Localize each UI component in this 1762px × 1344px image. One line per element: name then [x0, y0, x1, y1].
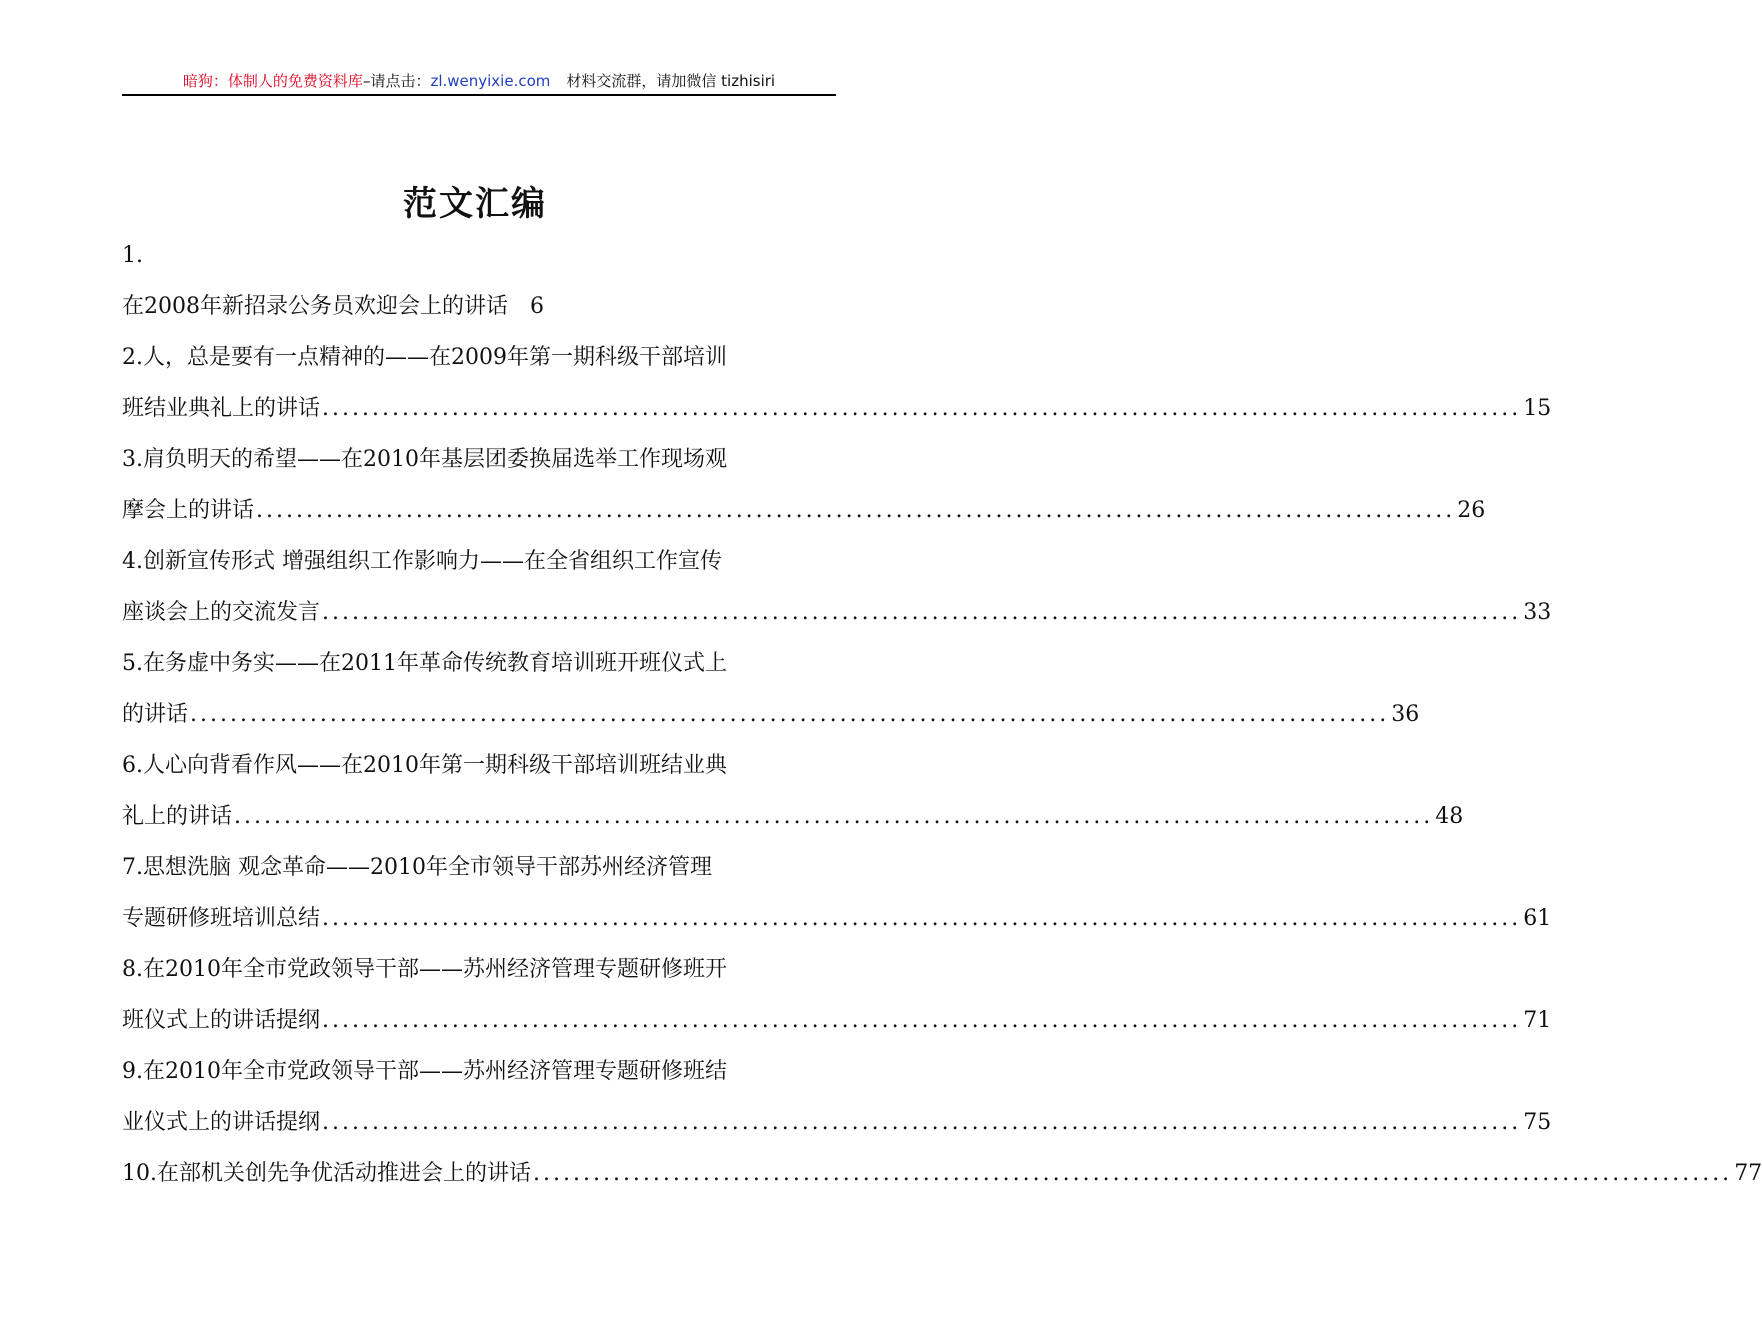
toc-entry-last-line	[122, 389, 1552, 440]
toc-entry-title: 2.人，总是要有一点精神的——在2009年第一期科级干部培训	[122, 345, 727, 370]
toc-entry-title: 8.在2010年全市党政领导干部——苏州经济管理专题研修班开	[122, 957, 727, 982]
toc-entry-title: 班结业典礼上的讲话	[122, 396, 321, 421]
toc-entry-title: 专题研修班培训总结	[122, 906, 321, 931]
toc-entry-title: 1.	[122, 243, 143, 268]
toc-entry-title: 10.在部机关创先争优活动推进会上的讲话	[122, 1161, 531, 1186]
header-prompt: –请点击：	[362, 72, 431, 90]
toc-page-number: 33	[1523, 600, 1552, 625]
toc-page-number: 15	[1523, 396, 1552, 421]
toc-entry-line	[122, 440, 836, 491]
toc-entry-last-line	[122, 1154, 1762, 1205]
toc-page-number: 71	[1523, 1008, 1552, 1033]
toc-entry[interactable]	[122, 644, 1420, 746]
toc-entry-title: 座谈会上的交流发言	[122, 600, 321, 625]
toc-entry-title: 摩会上的讲话	[122, 498, 255, 523]
toc-entry[interactable]	[122, 440, 1486, 542]
toc-entry-title: 9.在2010年全市党政领导干部——苏州经济管理专题研修班结	[122, 1059, 727, 1084]
dot-leader: ........................................................................................................................	[322, 1110, 1522, 1135]
toc-entry[interactable]	[122, 542, 1552, 644]
toc-page-number: 48	[1435, 804, 1464, 829]
toc-entry-line	[122, 644, 836, 695]
toc-entry-title: 业仪式上的讲话提纲	[122, 1110, 321, 1135]
header-url-link[interactable]: zl.wenyixie.com	[430, 72, 551, 90]
dot-leader: ........................................................................................................................	[234, 804, 1434, 829]
toc-entry-title: 礼上的讲话	[122, 804, 233, 829]
toc-entry-title: 的讲话	[122, 702, 189, 727]
toc-entry-line	[122, 950, 836, 1001]
toc-entry-title: 班仪式上的讲话提纲	[122, 1008, 321, 1033]
dot-leader: ........................................................................................................................	[190, 702, 1390, 727]
toc-entry-last-line	[122, 695, 1420, 746]
toc-entry[interactable]	[122, 338, 1552, 440]
toc-entry-line	[122, 746, 836, 797]
toc-entry-last-line	[122, 797, 1464, 848]
page-header	[122, 70, 836, 94]
toc-page-number: 61	[1523, 906, 1552, 931]
header-group-note: 材料交流群，请加微信 tizhisiri	[566, 72, 776, 90]
page-title: 范文汇编	[403, 184, 547, 224]
toc-entry-line	[122, 1052, 836, 1103]
header-divider	[122, 94, 836, 96]
toc-entry-title: 7.思想洗脑 观念革命——2010年全市领导干部苏州经济管理	[122, 855, 712, 880]
toc-entry-line	[122, 338, 836, 389]
toc-entry-last-line	[122, 899, 1552, 950]
toc-entry[interactable]	[122, 1154, 1762, 1205]
toc-entry-last-line	[122, 1001, 1552, 1052]
toc-entry-last-line	[122, 491, 1486, 542]
dot-leader: ........................................................................................................................	[322, 396, 1522, 421]
toc-entry-title: 6.人心向背看作风——在2010年第一期科级干部培训班结业典	[122, 753, 727, 778]
toc-entry-last-line	[122, 593, 1552, 644]
dot-leader: ........................................................................................................................	[256, 498, 1456, 523]
toc-entry-line	[122, 236, 836, 287]
toc-entry-last-line	[122, 1103, 1552, 1154]
toc-entry-line	[122, 848, 836, 899]
toc-page-number: 26	[1457, 498, 1486, 523]
toc-entry[interactable]	[122, 950, 1552, 1052]
toc-entry-title: 5.在务虚中务实——在2011年革命传统教育培训班开班仪式上	[122, 651, 727, 676]
dot-leader: ........................................................................................................................	[322, 600, 1522, 625]
header-brand: 暗狗：体制人的免费资料库	[182, 72, 363, 90]
toc-entry-title: 4.创新宣传形式 增强组织工作影响力——在全省组织工作宣传	[122, 549, 722, 574]
toc-entry-last-line	[122, 287, 836, 338]
toc-entry-title: 在2008年新招录公务员欢迎会上的讲话	[122, 294, 508, 319]
table-of-contents	[122, 236, 1762, 1205]
toc-entry[interactable]	[122, 236, 836, 338]
toc-entry-line	[122, 542, 836, 593]
toc-page-number: 75	[1523, 1110, 1552, 1135]
dot-leader: ........................................................................................................................	[322, 1008, 1522, 1033]
toc-entry[interactable]	[122, 848, 1552, 950]
toc-entry-title: 3.肩负明天的希望——在2010年基层团委换届选举工作现场观	[122, 447, 727, 472]
toc-page-number: 6	[530, 294, 544, 319]
toc-page-number: 77	[1734, 1161, 1762, 1186]
toc-entry[interactable]	[122, 746, 1464, 848]
toc-entry[interactable]	[122, 1052, 1552, 1154]
dot-leader: ........................................................................................................................	[322, 906, 1522, 931]
toc-page-number: 36	[1391, 702, 1420, 727]
dot-leader: ........................................................................................................................	[533, 1161, 1733, 1186]
